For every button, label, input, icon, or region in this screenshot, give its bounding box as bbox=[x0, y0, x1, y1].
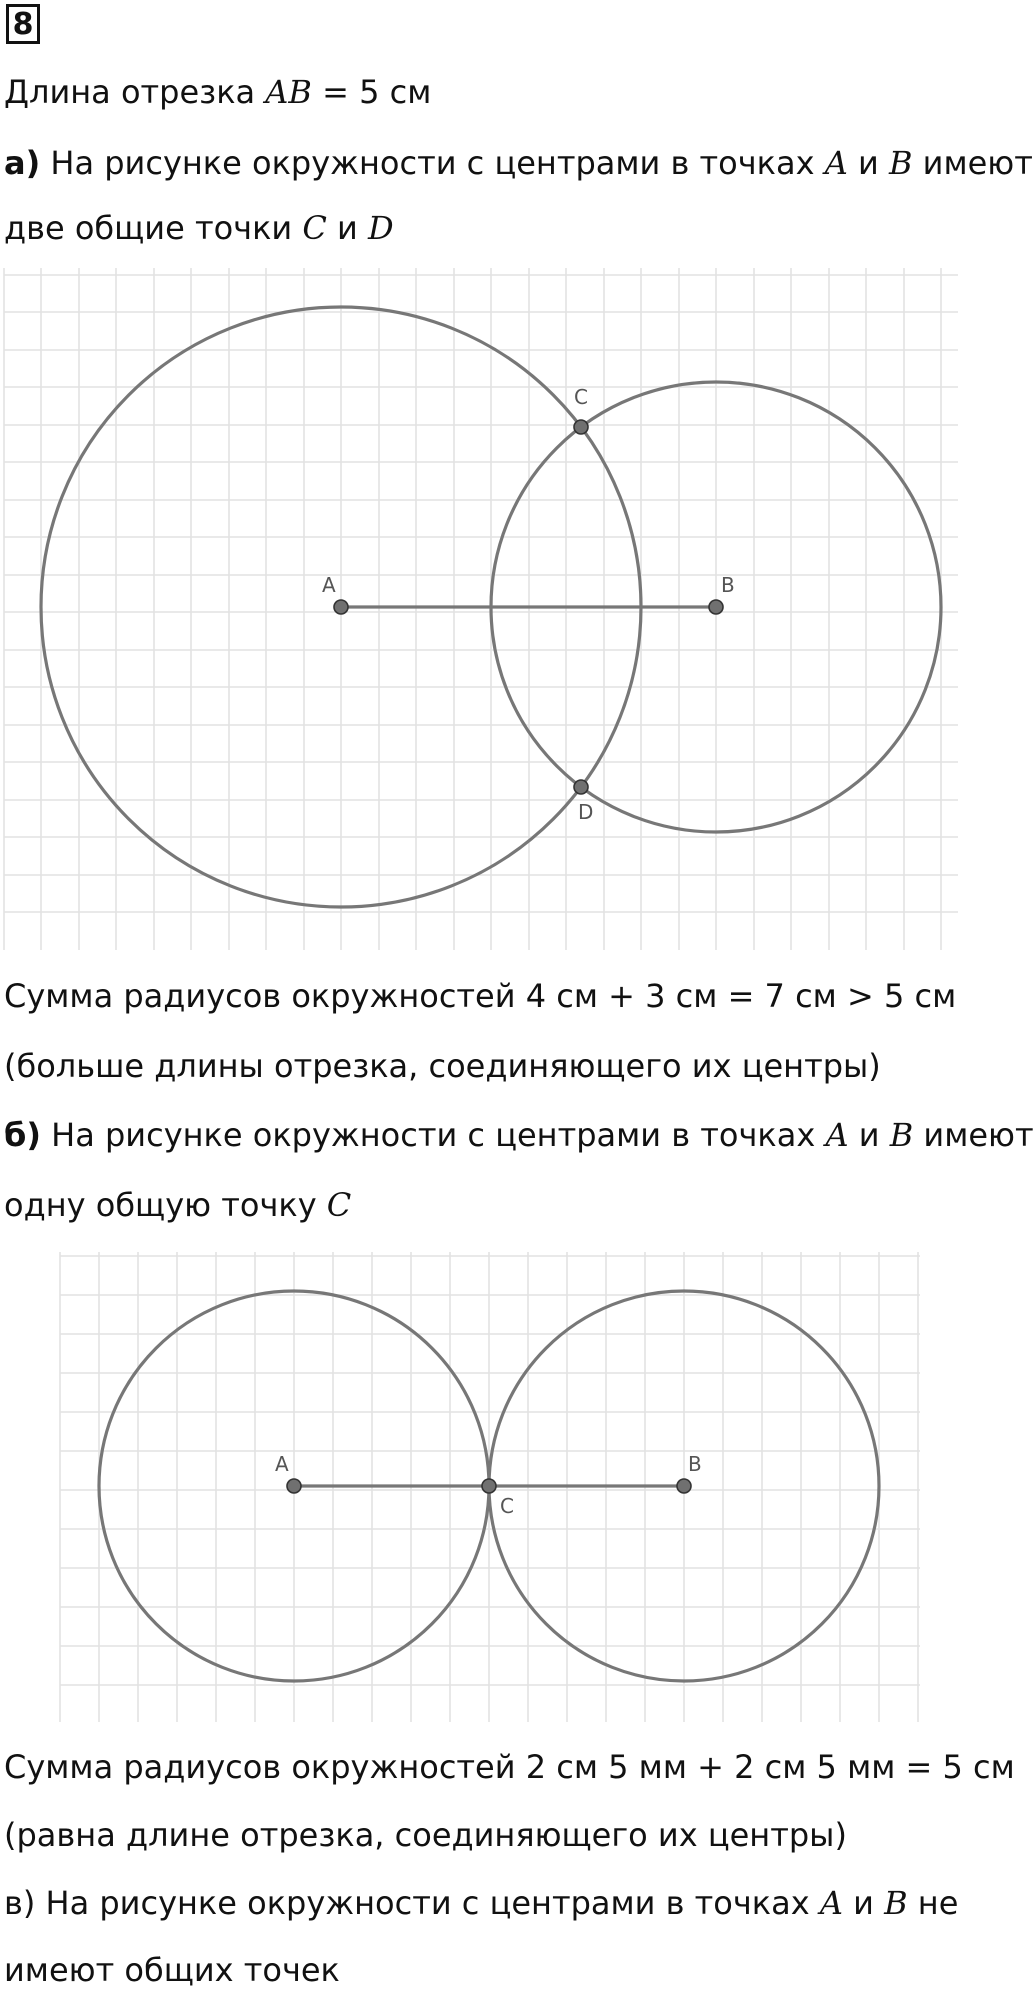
part-a-point-b: B bbox=[888, 144, 913, 182]
part-c-marker: в) bbox=[4, 1884, 36, 1922]
given-text: Длина отрезка bbox=[4, 73, 266, 111]
part-c-point-b: B bbox=[884, 1884, 908, 1922]
part-b-sum-line: Сумма радиусов окружностей 2 см 5 мм + 2 см 5 мм = 5 см bbox=[4, 1748, 1015, 1786]
label-a: A bbox=[322, 573, 336, 597]
part-c-conj: и bbox=[842, 1884, 885, 1922]
part-b-line-1 bbox=[4, 1115, 1034, 1155]
label-d: D bbox=[578, 800, 594, 824]
label-c-b: C bbox=[500, 1494, 514, 1518]
part-a-point-c: C bbox=[302, 209, 327, 247]
part-a-line-2 bbox=[4, 208, 394, 248]
part-c-text-1: На рисунке окружности с центрами в точках bbox=[35, 1884, 820, 1922]
part-b-verb: имеют bbox=[913, 1116, 1034, 1154]
part-a-explain-line: (больше длины отрезка, соединяющего их центры) bbox=[4, 1047, 881, 1085]
label-c: C bbox=[574, 385, 588, 409]
point-b-b bbox=[677, 1479, 691, 1493]
given-segment: AB bbox=[265, 73, 312, 111]
part-b-line-2 bbox=[4, 1185, 351, 1225]
figure-a-grid bbox=[4, 268, 958, 950]
part-b-text-1: На рисунке окружности с центрами в точках bbox=[40, 1116, 826, 1154]
part-c-verb: не bbox=[907, 1884, 959, 1922]
part-b-point-b: B bbox=[889, 1116, 914, 1154]
given-value: = 5 см bbox=[311, 73, 432, 111]
part-b-conj: и bbox=[848, 1116, 890, 1154]
point-c-b bbox=[482, 1479, 496, 1493]
label-b-b: B bbox=[688, 1452, 702, 1476]
point-d bbox=[574, 780, 588, 794]
part-a-marker: а) bbox=[4, 144, 41, 182]
part-a-point-d: D bbox=[368, 209, 394, 247]
part-b-point-c: C bbox=[326, 1186, 352, 1224]
part-b-marker: б) bbox=[4, 1116, 41, 1154]
point-a bbox=[334, 600, 348, 614]
part-b-point-a: A bbox=[825, 1116, 849, 1154]
part-a-text-1: На рисунке окружности с центрами в точках bbox=[40, 144, 825, 182]
figure-a bbox=[0, 268, 960, 950]
part-a-verb: имеют bbox=[912, 144, 1033, 182]
point-a-b bbox=[287, 1479, 301, 1493]
part-a-sum-line: Сумма радиусов окружностей 4 см + 3 см = 7 см > 5 см bbox=[4, 977, 957, 1015]
figure-b bbox=[0, 1252, 960, 1722]
part-a-line-1 bbox=[4, 143, 1033, 183]
part-c-line-1 bbox=[4, 1883, 958, 1923]
problem-number-badge: 8 bbox=[6, 4, 40, 44]
part-a-point-a: A bbox=[824, 144, 848, 182]
point-c bbox=[574, 420, 588, 434]
part-c-line-2: имеют общих точек bbox=[4, 1951, 340, 1989]
part-a-conj-2: и bbox=[326, 209, 368, 247]
point-b bbox=[709, 600, 723, 614]
part-b-text-2: одну общую точку bbox=[4, 1186, 327, 1224]
part-b-explain-line: (равна длине отрезка, соединяющего их центры) bbox=[4, 1816, 847, 1854]
part-c-point-a: A bbox=[819, 1884, 843, 1922]
part-a-text-2: две общие точки bbox=[4, 209, 303, 247]
given-line bbox=[4, 72, 431, 112]
label-a-b: A bbox=[275, 1452, 289, 1476]
part-a-conj: и bbox=[847, 144, 889, 182]
label-b: B bbox=[721, 573, 735, 597]
